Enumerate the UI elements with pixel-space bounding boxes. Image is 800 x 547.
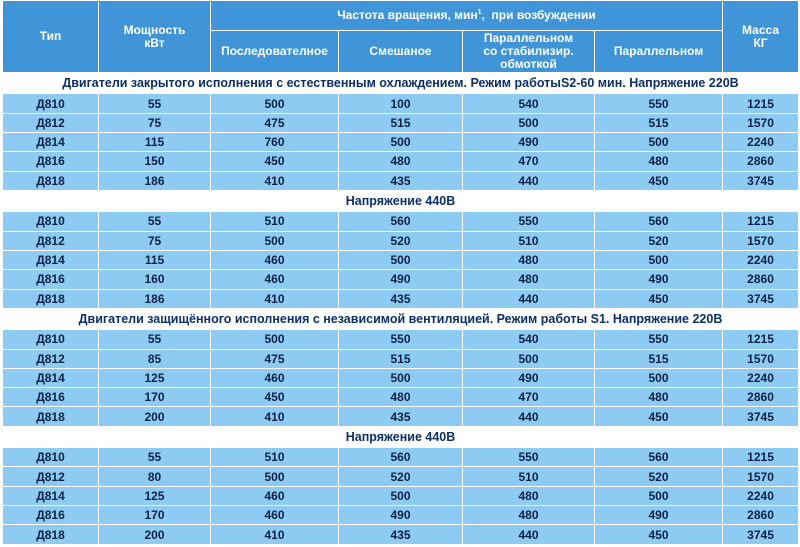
- motor-specs-table: [2, 0, 799, 545]
- col-mass-label: Масса КГ: [742, 22, 780, 50]
- cell-mass: 2860: [723, 270, 799, 289]
- section-title-row: [3, 190, 799, 211]
- cell-type: Д812: [3, 231, 99, 250]
- cell-type: Д818: [3, 407, 99, 426]
- cell-power: 170: [99, 506, 211, 525]
- cell-power: 55: [99, 330, 211, 349]
- cell-compound: 480: [339, 388, 463, 407]
- cell-parallel-stabilized: 440: [463, 525, 595, 545]
- cell-type: Д810: [3, 94, 99, 113]
- cell-series: 460: [211, 486, 339, 505]
- cell-compound: 560: [339, 448, 463, 467]
- cell-mass: 1570: [723, 231, 799, 250]
- speed-group-suffix: , при возбуждении: [481, 8, 596, 22]
- cell-parallel: 450: [595, 525, 723, 545]
- cell-mass: 1215: [723, 448, 799, 467]
- cell-parallel: 560: [595, 212, 723, 231]
- cell-mass: 1570: [723, 467, 799, 486]
- table-row: [3, 94, 799, 113]
- col-parallel-header: Параллельном: [595, 31, 723, 73]
- cell-parallel: 500: [595, 486, 723, 505]
- cell-power: 150: [99, 152, 211, 171]
- cell-parallel-stabilized: 500: [463, 349, 595, 368]
- cell-mass: 2240: [723, 250, 799, 269]
- cell-series: 510: [211, 212, 339, 231]
- cell-power: 115: [99, 132, 211, 151]
- col-power-label: Мощность кВт: [123, 22, 186, 50]
- cell-compound: 490: [339, 270, 463, 289]
- cell-compound: 515: [339, 113, 463, 132]
- cell-compound: 100: [339, 94, 463, 113]
- cell-parallel-stabilized: 440: [463, 407, 595, 426]
- cell-power: 80: [99, 467, 211, 486]
- cell-series: 410: [211, 407, 339, 426]
- cell-power: 170: [99, 388, 211, 407]
- cell-parallel-stabilized: 510: [463, 231, 595, 250]
- cell-mass: 2240: [723, 368, 799, 387]
- cell-parallel-stabilized: 500: [463, 113, 595, 132]
- cell-parallel-stabilized: 540: [463, 94, 595, 113]
- cell-compound: 490: [339, 506, 463, 525]
- table-row: [3, 250, 799, 269]
- cell-parallel: 480: [595, 388, 723, 407]
- cell-series: 460: [211, 250, 339, 269]
- cell-power: 75: [99, 231, 211, 250]
- cell-parallel-stabilized: 480: [463, 486, 595, 505]
- cell-parallel-stabilized: 510: [463, 467, 595, 486]
- cell-compound: 480: [339, 152, 463, 171]
- cell-series: 500: [211, 94, 339, 113]
- cell-compound: 435: [339, 289, 463, 308]
- table-row: [3, 486, 799, 505]
- cell-power: 75: [99, 113, 211, 132]
- cell-type: Д812: [3, 113, 99, 132]
- cell-compound: 500: [339, 368, 463, 387]
- cell-compound: 515: [339, 349, 463, 368]
- cell-parallel: 515: [595, 113, 723, 132]
- section-title: Двигатели закрытого исполнения с естественным охлаждением. Режим работыS2-60 мин. Напряжение 220В: [3, 73, 799, 94]
- cell-type: Д816: [3, 388, 99, 407]
- cell-parallel: 500: [595, 368, 723, 387]
- cell-parallel: 520: [595, 467, 723, 486]
- cell-parallel-stabilized: 480: [463, 250, 595, 269]
- cell-mass: 1215: [723, 330, 799, 349]
- col-type-header: Тип: [3, 1, 99, 73]
- cell-parallel-stabilized: 470: [463, 152, 595, 171]
- cell-compound: 520: [339, 467, 463, 486]
- table-row: [3, 506, 799, 525]
- cell-mass: 2860: [723, 152, 799, 171]
- cell-power: 186: [99, 171, 211, 190]
- cell-mass: 3745: [723, 407, 799, 426]
- cell-series: 460: [211, 270, 339, 289]
- cell-type: Д810: [3, 448, 99, 467]
- cell-mass: 1570: [723, 113, 799, 132]
- cell-compound: 520: [339, 231, 463, 250]
- cell-series: 450: [211, 388, 339, 407]
- cell-parallel-stabilized: 490: [463, 132, 595, 151]
- cell-parallel-stabilized: 470: [463, 388, 595, 407]
- cell-parallel: 450: [595, 289, 723, 308]
- cell-power: 125: [99, 486, 211, 505]
- cell-type: Д816: [3, 152, 99, 171]
- cell-mass: 3745: [723, 289, 799, 308]
- table-row: [3, 171, 799, 190]
- cell-series: 460: [211, 506, 339, 525]
- cell-series: 410: [211, 171, 339, 190]
- cell-parallel: 500: [595, 250, 723, 269]
- cell-parallel: 480: [595, 152, 723, 171]
- col-series-header: Последователное: [211, 31, 339, 73]
- cell-compound: 500: [339, 486, 463, 505]
- cell-series: 410: [211, 525, 339, 545]
- table-row: [3, 525, 799, 545]
- cell-mass: 1215: [723, 212, 799, 231]
- cell-parallel: 515: [595, 349, 723, 368]
- cell-type: Д818: [3, 525, 99, 545]
- section-title: Напряжение 440В: [3, 190, 799, 211]
- cell-compound: 435: [339, 525, 463, 545]
- cell-type: Д810: [3, 330, 99, 349]
- table-row: [3, 152, 799, 171]
- col-power-header: [99, 1, 211, 73]
- cell-parallel: 520: [595, 231, 723, 250]
- cell-mass: 1215: [723, 94, 799, 113]
- cell-power: 55: [99, 94, 211, 113]
- cell-power: 55: [99, 212, 211, 231]
- cell-type: Д814: [3, 368, 99, 387]
- table-row: [3, 407, 799, 426]
- cell-parallel: 550: [595, 330, 723, 349]
- section-title-row: [3, 426, 799, 447]
- cell-parallel-stabilized: 540: [463, 330, 595, 349]
- table-row: [3, 368, 799, 387]
- cell-type: Д814: [3, 250, 99, 269]
- cell-mass: 2240: [723, 132, 799, 151]
- cell-power: 125: [99, 368, 211, 387]
- cell-power: 200: [99, 525, 211, 545]
- table-row: [3, 448, 799, 467]
- table-row: [3, 132, 799, 151]
- cell-series: 475: [211, 113, 339, 132]
- table-row: [3, 270, 799, 289]
- cell-type: Д818: [3, 171, 99, 190]
- cell-power: 186: [99, 289, 211, 308]
- cell-type: Д818: [3, 289, 99, 308]
- cell-series: 500: [211, 231, 339, 250]
- cell-mass: 2240: [723, 486, 799, 505]
- col-parallel-stabilized-label: Параллельном со стабилизир. обмоткой: [483, 31, 574, 71]
- cell-parallel-stabilized: 440: [463, 171, 595, 190]
- cell-mass: 3745: [723, 171, 799, 190]
- cell-series: 475: [211, 349, 339, 368]
- cell-series: 450: [211, 152, 339, 171]
- table-row: [3, 289, 799, 308]
- cell-series: 500: [211, 330, 339, 349]
- cell-parallel-stabilized: 480: [463, 506, 595, 525]
- table-body: [3, 73, 799, 545]
- col-compound-header: Смешаное: [339, 31, 463, 73]
- cell-power: 160: [99, 270, 211, 289]
- speed-group-header: [211, 1, 723, 31]
- table-row: [3, 467, 799, 486]
- table-row: [3, 330, 799, 349]
- cell-compound: 550: [339, 330, 463, 349]
- table-row: [3, 212, 799, 231]
- cell-compound: 435: [339, 171, 463, 190]
- cell-mass: 2860: [723, 388, 799, 407]
- table-row: [3, 388, 799, 407]
- cell-parallel: 450: [595, 171, 723, 190]
- cell-power: 55: [99, 448, 211, 467]
- cell-series: 460: [211, 368, 339, 387]
- cell-parallel-stabilized: 440: [463, 289, 595, 308]
- cell-compound: 435: [339, 407, 463, 426]
- cell-type: Д812: [3, 349, 99, 368]
- cell-parallel-stabilized: 480: [463, 270, 595, 289]
- cell-compound: 560: [339, 212, 463, 231]
- speed-unit-exponent: 1: [477, 9, 482, 16]
- cell-type: Д814: [3, 132, 99, 151]
- cell-parallel: 560: [595, 448, 723, 467]
- table-row: [3, 231, 799, 250]
- cell-parallel: 450: [595, 407, 723, 426]
- cell-type: Д810: [3, 212, 99, 231]
- cell-series: 410: [211, 289, 339, 308]
- cell-parallel-stabilized: 550: [463, 448, 595, 467]
- section-title-row: [3, 73, 799, 94]
- table-row: [3, 349, 799, 368]
- section-title: Напряжение 440В: [3, 426, 799, 447]
- cell-compound: 500: [339, 132, 463, 151]
- col-parallel-stabilized-header: [463, 31, 595, 73]
- cell-parallel-stabilized: 550: [463, 212, 595, 231]
- cell-power: 115: [99, 250, 211, 269]
- cell-parallel: 550: [595, 94, 723, 113]
- cell-type: Д812: [3, 467, 99, 486]
- cell-series: 760: [211, 132, 339, 151]
- cell-power: 200: [99, 407, 211, 426]
- table-row: [3, 113, 799, 132]
- cell-power: 85: [99, 349, 211, 368]
- cell-series: 510: [211, 448, 339, 467]
- section-title-row: [3, 308, 799, 329]
- cell-type: Д816: [3, 506, 99, 525]
- cell-mass: 3745: [723, 525, 799, 545]
- section-title: Двигатели защищённого исполнения с независимой вентиляцией. Режим работы S1. Напряжение 220В: [3, 308, 799, 329]
- cell-type: Д814: [3, 486, 99, 505]
- cell-mass: 1570: [723, 349, 799, 368]
- cell-parallel: 490: [595, 506, 723, 525]
- cell-series: 500: [211, 467, 339, 486]
- cell-type: Д816: [3, 270, 99, 289]
- cell-parallel: 490: [595, 270, 723, 289]
- cell-mass: 2860: [723, 506, 799, 525]
- cell-parallel: 500: [595, 132, 723, 151]
- speed-group-label: Частота вращения, мин: [337, 8, 478, 22]
- cell-compound: 500: [339, 250, 463, 269]
- col-mass-header: [723, 1, 799, 73]
- cell-parallel-stabilized: 490: [463, 368, 595, 387]
